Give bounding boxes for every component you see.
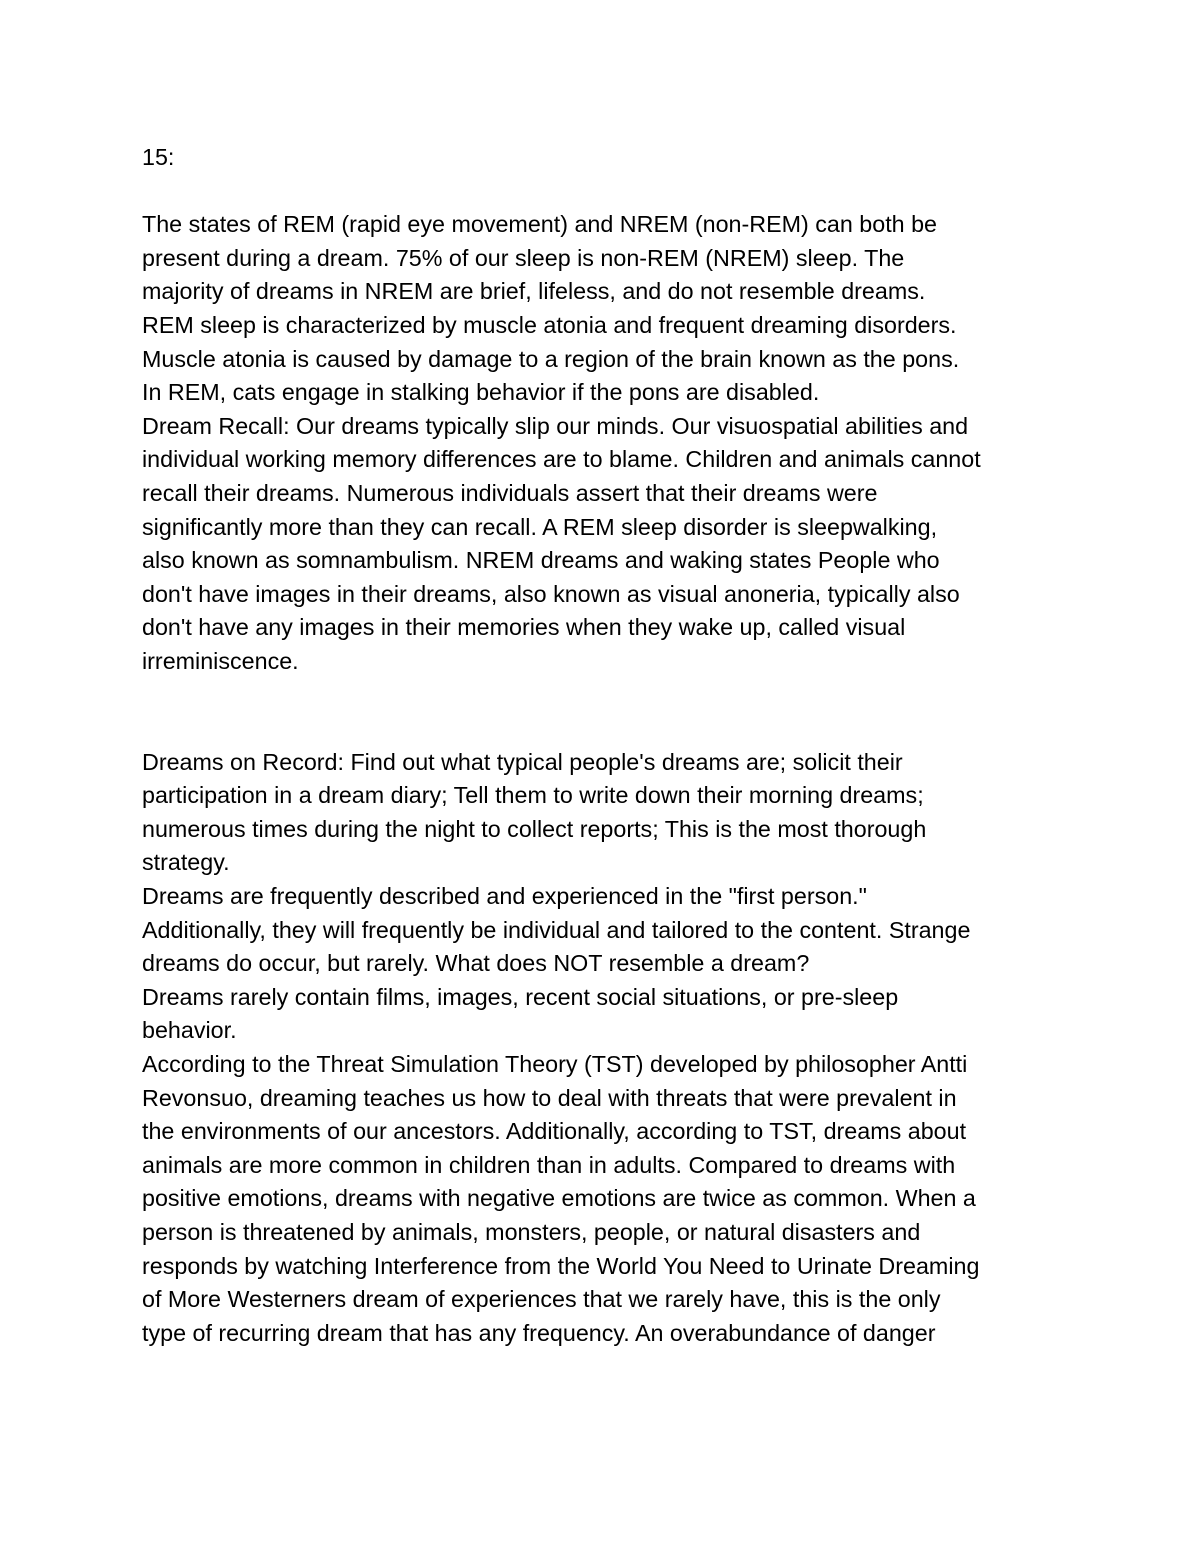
text-line: also known as somnambulism. NREM dreams and waking states People who xyxy=(142,547,940,574)
text-line: significantly more than they can recall. A REM sleep disorder is sleepwalking, xyxy=(142,513,938,540)
text-line: numerous times during the night to collect reports; This is the most thorough xyxy=(142,815,927,842)
text-line: individual working memory differences are to blame. Children and animals cannot xyxy=(142,446,981,473)
page-number-label: 15: xyxy=(142,144,175,170)
text-line: participation in a dream diary; Tell them to write down their morning dreams; xyxy=(142,782,924,809)
text-line: of More Westerners dream of experiences that we rarely have, this is the only xyxy=(142,1286,941,1313)
text-line: According to the Threat Simulation Theory (TST) developed by philosopher Antti xyxy=(142,1051,968,1078)
text-line: responds by watching Interference from the World You Need to Urinate Dreaming xyxy=(142,1252,980,1279)
text-line: Dreams on Record: Find out what typical people's dreams are; solicit their xyxy=(142,748,903,775)
text-line: don't have any images in their memories when they wake up, called visual xyxy=(142,614,906,641)
text-line: the environments of our ancestors. Additionally, according to TST, dreams about xyxy=(142,1118,967,1145)
paragraph-gap xyxy=(142,679,1082,746)
text-line: Revonsuo, dreaming teaches us how to deal with threats that were prevalent in xyxy=(142,1084,957,1111)
text-line: don't have images in their dreams, also known as visual anoneria, typically also xyxy=(142,580,960,607)
text-line: dreams do occur, but rarely. What does NOT resemble a dream? xyxy=(142,950,810,977)
text-line: Muscle atonia is caused by damage to a region of the brain known as the pons. xyxy=(142,345,960,372)
text-line: Dreams are frequently described and experienced in the "first person." xyxy=(142,883,867,910)
text-line: behavior. xyxy=(142,1017,237,1044)
section-sleep-states xyxy=(142,208,1082,678)
text-line: Additionally, they will frequently be individual and tailored to the content. Strange xyxy=(142,916,971,943)
text-line: positive emotions, dreams with negative emotions are twice as common. When a xyxy=(142,1185,976,1212)
text-line: In REM, cats engage in stalking behavior if the pons are disabled. xyxy=(142,379,820,406)
text-line: type of recurring dream that has any frequency. An overabundance of danger xyxy=(142,1319,936,1346)
text-line: strategy. xyxy=(142,849,230,876)
text-line: recall their dreams. Numerous individuals assert that their dreams were xyxy=(142,479,878,506)
text-line: REM sleep is characterized by muscle atonia and frequent dreaming disorders. xyxy=(142,311,957,338)
section-dreams-on-record xyxy=(142,746,1082,1351)
text-line: animals are more common in children than in adults. Compared to dreams with xyxy=(142,1151,956,1178)
text-line: The states of REM (rapid eye movement) and NREM (non-REM) can both be xyxy=(142,211,938,238)
text-line: person is threatened by animals, monsters, people, or natural disasters and xyxy=(142,1219,921,1245)
text-line: Dreams rarely contain films, images, recent social situations, or pre-sleep xyxy=(142,983,899,1010)
text-line: Dream Recall: Our dreams typically slip our minds. Our visuospatial abilities and xyxy=(142,412,969,439)
text-line: majority of dreams in NREM are brief, lifeless, and do not resemble dreams. xyxy=(142,278,926,305)
text-line: present during a dream. 75% of our sleep is non-REM (NREM) sleep. The xyxy=(142,244,905,271)
text-line: irreminiscence. xyxy=(142,647,299,674)
document-page xyxy=(142,141,1082,1350)
